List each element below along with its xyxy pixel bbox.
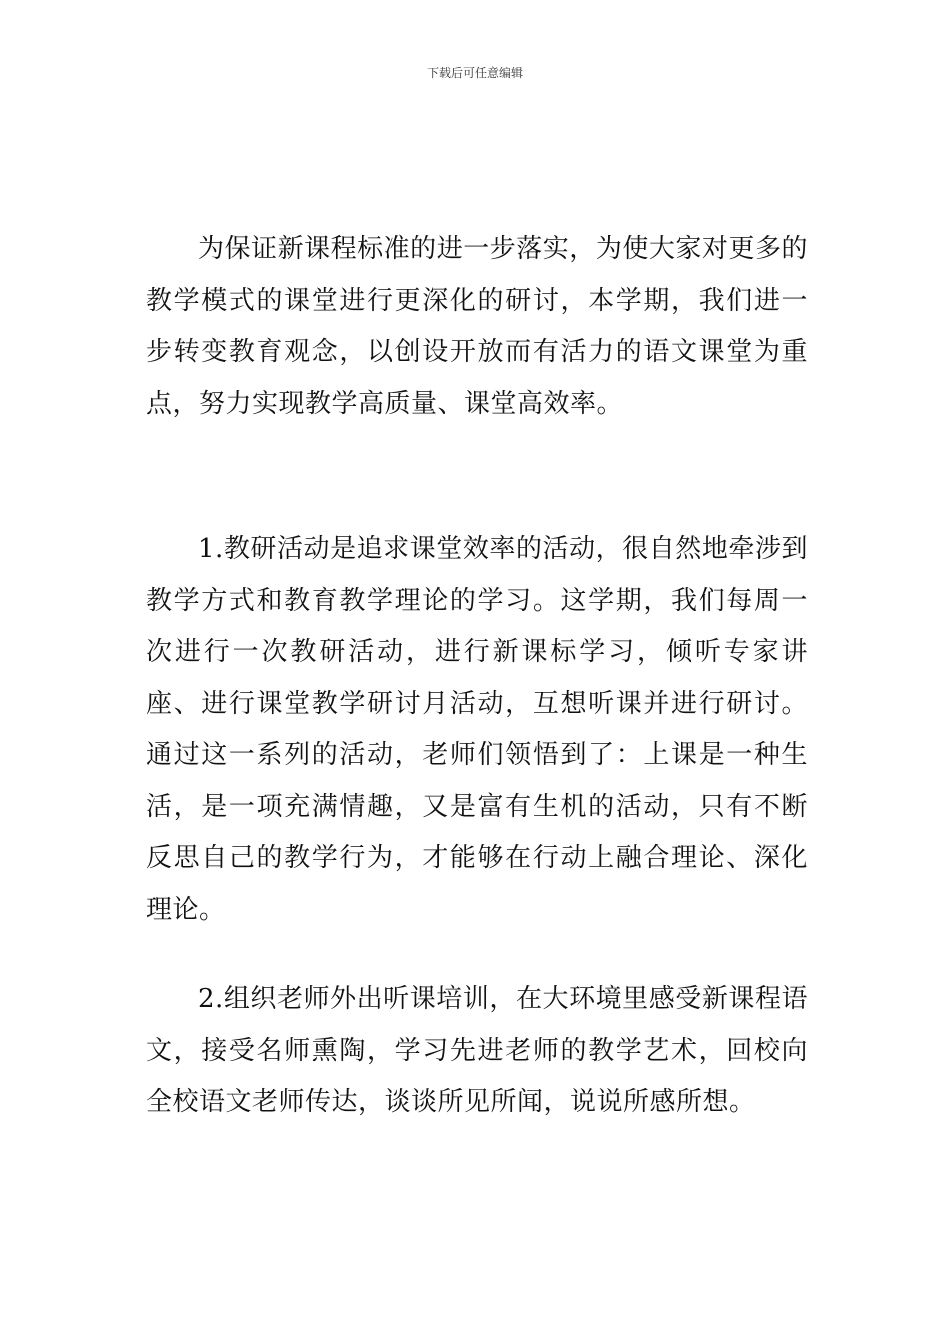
paragraph-intro: 为保证新课程标准的进一步落实，为使大家对更多的教学模式的课堂进行更深化的研讨，本学期，我们进一步转变教育观念，以创设开放而有活力的语文课堂为重点，努力实现教学高质量、课堂高效率。 xyxy=(146,234,808,419)
paragraph-item-1: 1.教研活动是追求课堂效率的活动，很自然地牵涉到教学方式和教育教学理论的学习。这学期，我们每周一次进行一次教研活动，进行新课标学习，倾听专家讲座、进行课堂教学研讨月活动，互想听课并进行研讨。通过这一系列的活动，老师们领悟到了：上课是一种生活，是一项充满情趣，又是富有生机的活动，只有不断反思自己的教学行为，才能够在行动上融合理论、深化理论。 xyxy=(146,534,808,925)
page-header-note: 下载后可任意编辑 xyxy=(426,66,523,80)
paragraph-item-2: 2.组织老师外出听课培训，在大环境里感受新课程语文，接受名师熏陶，学习先进老师的教学艺术，回校向全校语文老师传达，谈谈所见所闻，说说所感所想。 xyxy=(146,984,808,1117)
